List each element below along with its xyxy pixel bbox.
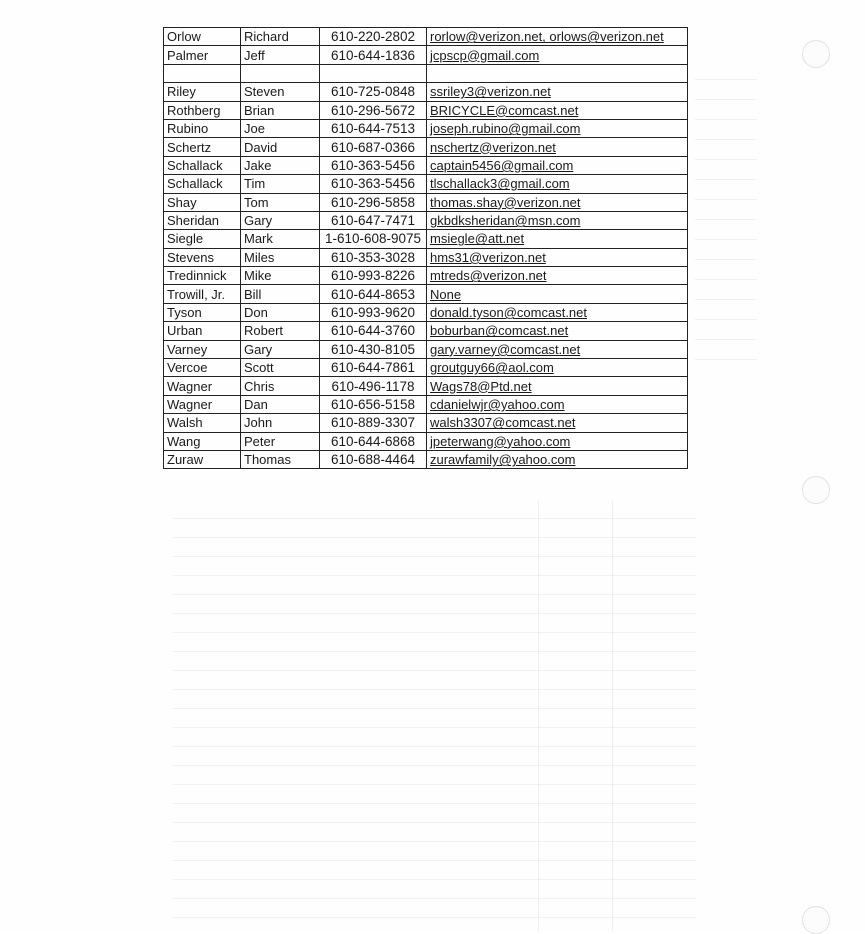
first-name-cell: Brian: [241, 101, 320, 119]
last-name-cell: Siegle: [164, 230, 241, 248]
first-name-cell: Tim: [241, 175, 320, 193]
table-row: [164, 285, 688, 303]
email-cell: walsh3307@comcast.net: [427, 414, 688, 432]
first-name-cell: Tom: [241, 193, 320, 211]
first-name-cell: Richard: [241, 28, 320, 46]
last-name-cell: Wagner: [164, 395, 241, 413]
phone-cell: 610-647-7471: [320, 211, 427, 229]
first-name-cell: Mark: [241, 230, 320, 248]
last-name-cell: Wang: [164, 432, 241, 450]
email-cell: BRICYCLE@comcast.net: [427, 101, 688, 119]
first-name-cell: Scott: [241, 359, 320, 377]
first-name-cell: Steven: [241, 83, 320, 101]
phone-cell: 610-688-4464: [320, 450, 427, 468]
first-name-cell: Dan: [241, 395, 320, 413]
email-cell: jcpscp@gmail.com: [427, 46, 688, 64]
binder-hole-top: [802, 40, 830, 68]
table-row: [164, 303, 688, 321]
last-name-cell: Stevens: [164, 248, 241, 266]
bleed-through-column: [695, 60, 757, 360]
email-cell: msiegle@att.net: [427, 230, 688, 248]
table-row: [164, 138, 688, 156]
table-row: [164, 28, 688, 46]
phone-cell: 610-687-0366: [320, 138, 427, 156]
phone-cell: 610-296-5858: [320, 193, 427, 211]
phone-cell: 610-644-1836: [320, 46, 427, 64]
last-name-cell: Vercoe: [164, 359, 241, 377]
table-row: [164, 322, 688, 340]
email-cell: rorlow@verizon.net, orlows@verizon.net: [427, 28, 688, 46]
table-row: [164, 175, 688, 193]
phone-cell: 610-993-8226: [320, 267, 427, 285]
first-name-cell: Jeff: [241, 46, 320, 64]
last-name-cell: [164, 64, 241, 82]
table-row: [164, 359, 688, 377]
email-cell: nschertz@verizon.net: [427, 138, 688, 156]
first-name-cell: Thomas: [241, 450, 320, 468]
email-cell: Wags78@Ptd.net: [427, 377, 688, 395]
last-name-cell: Shay: [164, 193, 241, 211]
phone-cell: 610-644-6868: [320, 432, 427, 450]
email-cell: joseph.rubino@gmail.com: [427, 119, 688, 137]
table-row: [164, 119, 688, 137]
phone-cell: 610-644-7861: [320, 359, 427, 377]
phone-cell: 610-644-7513: [320, 119, 427, 137]
last-name-cell: Tredinnick: [164, 267, 241, 285]
email-cell: ssriley3@verizon.net: [427, 83, 688, 101]
phone-cell: 610-363-5456: [320, 175, 427, 193]
table-row: [164, 377, 688, 395]
first-name-cell: Peter: [241, 432, 320, 450]
email-cell: thomas.shay@verizon.net: [427, 193, 688, 211]
last-name-cell: Trowill, Jr.: [164, 285, 241, 303]
phone-cell: [320, 64, 427, 82]
first-name-cell: [241, 64, 320, 82]
phone-cell: 610-725-0848: [320, 83, 427, 101]
bleed-through-table: [172, 500, 697, 931]
first-name-cell: Miles: [241, 248, 320, 266]
table-row: [164, 64, 688, 82]
table-row: [164, 450, 688, 468]
last-name-cell: Walsh: [164, 414, 241, 432]
last-name-cell: Schallack: [164, 156, 241, 174]
first-name-cell: David: [241, 138, 320, 156]
first-name-cell: Mike: [241, 267, 320, 285]
table-row: [164, 156, 688, 174]
email-cell: None: [427, 285, 688, 303]
last-name-cell: Rothberg: [164, 101, 241, 119]
phone-cell: 610-656-5158: [320, 395, 427, 413]
email-cell: jpeterwang@yahoo.com: [427, 432, 688, 450]
last-name-cell: Varney: [164, 340, 241, 358]
phone-cell: 610-363-5456: [320, 156, 427, 174]
last-name-cell: Orlow: [164, 28, 241, 46]
phone-cell: 610-993-9620: [320, 303, 427, 321]
phone-cell: 610-353-3028: [320, 248, 427, 266]
last-name-cell: Riley: [164, 83, 241, 101]
email-cell: boburban@comcast.net: [427, 322, 688, 340]
email-cell: zurawfamily@yahoo.com: [427, 450, 688, 468]
last-name-cell: Wagner: [164, 377, 241, 395]
last-name-cell: Palmer: [164, 46, 241, 64]
last-name-cell: Sheridan: [164, 211, 241, 229]
last-name-cell: Rubino: [164, 119, 241, 137]
table-row: [164, 211, 688, 229]
email-cell: captain5456@gmail.com: [427, 156, 688, 174]
email-cell: mtreds@verizon.net: [427, 267, 688, 285]
phone-cell: 610-644-8653: [320, 285, 427, 303]
email-cell: donald.tyson@comcast.net: [427, 303, 688, 321]
email-cell: cdanielwjr@yahoo.com: [427, 395, 688, 413]
phone-cell: 1-610-608-9075: [320, 230, 427, 248]
phone-cell: 610-496-1178: [320, 377, 427, 395]
first-name-cell: John: [241, 414, 320, 432]
last-name-cell: Tyson: [164, 303, 241, 321]
phone-cell: 610-889-3307: [320, 414, 427, 432]
table-row: [164, 340, 688, 358]
email-cell: gary.varney@comcast.net: [427, 340, 688, 358]
first-name-cell: Bill: [241, 285, 320, 303]
phone-cell: 610-430-8105: [320, 340, 427, 358]
first-name-cell: Gary: [241, 340, 320, 358]
table-row: [164, 248, 688, 266]
table-row: [164, 230, 688, 248]
phone-cell: 610-220-2802: [320, 28, 427, 46]
table-row: [164, 267, 688, 285]
contact-table: [163, 27, 688, 469]
email-cell: gkbdksheridan@msn.com: [427, 211, 688, 229]
table-row: [164, 46, 688, 64]
table-row: [164, 193, 688, 211]
email-cell: groutguy66@aol.com: [427, 359, 688, 377]
table-row: [164, 395, 688, 413]
binder-hole-bottom: [802, 906, 830, 934]
email-cell: hms31@verizon.net: [427, 248, 688, 266]
last-name-cell: Zuraw: [164, 450, 241, 468]
table-row: [164, 83, 688, 101]
first-name-cell: Gary: [241, 211, 320, 229]
table-row: [164, 414, 688, 432]
table-row: [164, 432, 688, 450]
first-name-cell: Joe: [241, 119, 320, 137]
binder-hole-middle: [802, 476, 830, 504]
email-cell: [427, 64, 688, 82]
table-row: [164, 101, 688, 119]
email-cell: tlschallack3@gmail.com: [427, 175, 688, 193]
last-name-cell: Schertz: [164, 138, 241, 156]
last-name-cell: Urban: [164, 322, 241, 340]
last-name-cell: Schallack: [164, 175, 241, 193]
first-name-cell: Don: [241, 303, 320, 321]
first-name-cell: Robert: [241, 322, 320, 340]
phone-cell: 610-296-5672: [320, 101, 427, 119]
first-name-cell: Chris: [241, 377, 320, 395]
first-name-cell: Jake: [241, 156, 320, 174]
phone-cell: 610-644-3760: [320, 322, 427, 340]
